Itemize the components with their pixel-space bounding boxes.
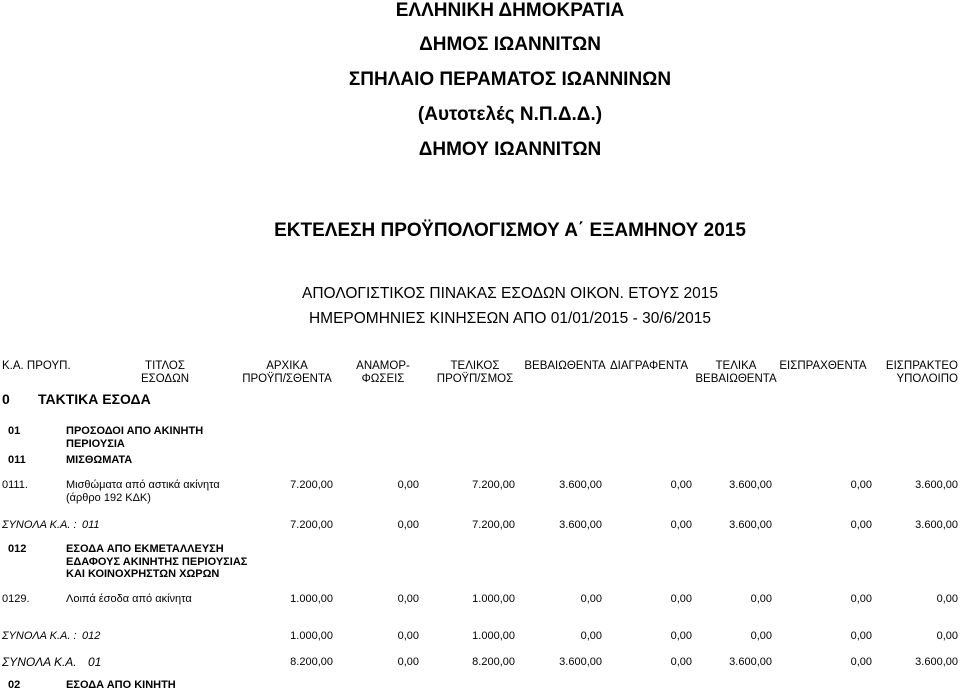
section-title: ΜΙΣΘΩΜΑΤΑ bbox=[66, 454, 133, 466]
cell-collected: 0,00 bbox=[850, 593, 872, 605]
col-header-final-budget-l2: ΠΡΟΫΠ/ΣΜΟΣ bbox=[436, 373, 514, 385]
cell-final-budget: 8.200,00 bbox=[472, 656, 515, 668]
cell-final-budget: 7.200,00 bbox=[472, 519, 515, 531]
cell-deleted: 0,00 bbox=[670, 656, 692, 668]
section-title-l3: ΚΑΙ ΚΟΙΝΟΧΡΗΣΤΩΝ ΧΩΡΩΝ bbox=[66, 568, 220, 580]
header-line-2: ΔΗΜΟΣ ΙΩΑΝΝΙΤΩΝ bbox=[419, 34, 601, 55]
cell-adjustments: 0,00 bbox=[397, 519, 419, 531]
cell-final-certified: 3.600,00 bbox=[729, 519, 772, 531]
section-title-l1: ΕΣΟΔΑ ΑΠΟ ΕΚΜΕΤΑΛΛΕΥΣΗ bbox=[66, 543, 224, 555]
col-header-receivable-l1: ΕΙΣΠΡΑΚΤΕΟ bbox=[885, 360, 958, 372]
section-code: 012 bbox=[8, 543, 27, 555]
col-header-receivable bbox=[862, 360, 958, 386]
total-label: ΣΥΝΟΛΑ Κ.Α. : bbox=[2, 630, 77, 642]
col-header-final-certified-l1: ΤΕΛΙΚΑ bbox=[715, 360, 757, 372]
col-header-title-l2: ΕΣΟΔΩΝ bbox=[140, 373, 190, 385]
cell-receivable: 3.600,00 bbox=[915, 479, 958, 491]
cell-adjustments: 0,00 bbox=[397, 656, 419, 668]
total-code: 01 bbox=[88, 655, 102, 669]
header-line-3: ΣΠΗΛΑΙΟ ΠΕΡΑΜΑΤΟΣ ΙΩΑΝΝΙΝΩΝ bbox=[348, 69, 672, 90]
cell-initial: 1.000,00 bbox=[290, 630, 333, 642]
row-code: 0111. bbox=[2, 479, 28, 491]
cell-receivable: 3.600,00 bbox=[915, 519, 958, 531]
section-code: 0 bbox=[2, 391, 10, 407]
section-code: 01 bbox=[8, 425, 21, 437]
cell-adjustments: 0,00 bbox=[397, 479, 419, 491]
col-header-certified-l1: ΒΕΒΑΙΩΘΕΝΤΑ bbox=[524, 360, 606, 372]
col-header-final-budget-l1: ΤΕΛΙΚΟΣ bbox=[450, 360, 500, 372]
cell-initial: 8.200,00 bbox=[290, 656, 333, 668]
cell-final-certified: 3.600,00 bbox=[729, 479, 772, 491]
cell-adjustments: 0,00 bbox=[397, 593, 419, 605]
section-title-l2: ΕΔΑΦΟΥΣ ΑΚΙΝΗΤΗΣ ΠΕΡΙΟΥΣΙΑΣ bbox=[66, 555, 248, 568]
cell-collected: 0,00 bbox=[850, 656, 872, 668]
cell-certified: 0,00 bbox=[580, 630, 602, 642]
cell-initial: 7.200,00 bbox=[290, 519, 333, 531]
cell-deleted: 0,00 bbox=[670, 593, 692, 605]
col-header-title-l1: ΤΙΤΛΟΣ bbox=[145, 360, 185, 372]
section-title-l1: ΠΡΟΣΟΔΟΙ ΑΠΟ ΑΚΙΝΗΤΗ bbox=[66, 425, 204, 437]
cell-collected: 0,00 bbox=[850, 519, 872, 531]
row-title bbox=[66, 479, 220, 505]
cell-final-budget: 1.000,00 bbox=[472, 593, 515, 605]
report-subtitle-1: ΑΠΟΛΟΓΙΣΤΙΚΟΣ ΠΙΝΑΚΑΣ ΕΣΟΔΩΝ ΟΙΚΟΝ. ΕΤΟΥΣ 2015 bbox=[302, 285, 718, 302]
cell-final-budget: 1.000,00 bbox=[472, 630, 515, 642]
cell-certified: 3.600,00 bbox=[559, 656, 602, 668]
cell-certified: 0,00 bbox=[580, 593, 602, 605]
col-header-ka-l1: Κ.Α. ΠΡΟΥΠ. bbox=[2, 360, 71, 372]
row-title-l2: (άρθρο 192 ΚΔΚ) bbox=[66, 492, 151, 504]
cell-deleted: 0,00 bbox=[670, 479, 692, 491]
cell-receivable: 3.600,00 bbox=[915, 656, 958, 668]
header-line-5: ΔΗΜΟΥ ΙΩΑΝΝΙΤΩΝ bbox=[418, 139, 602, 160]
col-header-ka bbox=[2, 360, 71, 373]
col-header-final-certified-l2: ΒΕΒΑΙΩΘΕΝΤΑ bbox=[695, 373, 777, 385]
cell-collected: 0,00 bbox=[850, 630, 872, 642]
section-title bbox=[66, 543, 247, 581]
total-code: 011 bbox=[82, 519, 100, 531]
section-title-l2: ΠΕΡΙΟΥΣΙΑ bbox=[66, 438, 125, 450]
total-label: ΣΥΝΟΛΑ Κ.Α. bbox=[2, 655, 77, 669]
cell-final-certified: 0,00 bbox=[750, 593, 772, 605]
cell-receivable: 0,00 bbox=[936, 630, 958, 642]
section-title: ΕΣΟΔΑ ΑΠΟ ΚΙΝΗΤΗ bbox=[66, 679, 176, 691]
header-line-4: (Αυτοτελές Ν.Π.Δ.Δ.) bbox=[417, 104, 603, 125]
section-title bbox=[66, 425, 203, 451]
col-header-adjustments-l2: ΦΩΣΕΙΣ bbox=[361, 373, 405, 385]
header-line-1: ΕΛΛΗΝΙΚΗ ΔΗΜΟΚΡΑΤΙΑ bbox=[395, 0, 625, 21]
col-header-adjustments-l1: ΑΝΑΜΟΡ- bbox=[356, 360, 410, 372]
col-header-initial-l2: ΠΡΟΫΠ/ΣΘΕΝΤΑ bbox=[242, 373, 332, 385]
cell-final-certified: 3.600,00 bbox=[729, 656, 772, 668]
cell-final-budget: 7.200,00 bbox=[472, 479, 515, 491]
col-header-initial bbox=[232, 360, 342, 386]
cell-deleted: 0,00 bbox=[670, 630, 692, 642]
row-title: Λοιπά έσοδα από ακίνητα bbox=[66, 593, 192, 605]
col-header-initial-l1: ΑΡΧΙΚΑ bbox=[266, 360, 308, 372]
row-title-l1: Μισθώματα από αστικά ακίνητα bbox=[66, 479, 220, 491]
cell-final-certified: 0,00 bbox=[750, 630, 772, 642]
col-header-title bbox=[110, 360, 220, 386]
total-code: 012 bbox=[82, 630, 101, 642]
cell-receivable: 0,00 bbox=[936, 593, 958, 605]
cell-certified: 3.600,00 bbox=[559, 479, 602, 491]
report-subtitle-2: ΗΜΕΡΟΜΗΝΙΕΣ ΚΙΝΗΣΕΩΝ ΑΠΟ 01/01/2015 - 30/6/2015 bbox=[308, 310, 712, 327]
col-header-receivable-l2: ΥΠΟΛΟΙΠΟ bbox=[896, 373, 958, 385]
section-code: 011 bbox=[8, 454, 26, 466]
section-title: ΤΑΚΤΙΚΑ ΕΣΟΔΑ bbox=[38, 391, 151, 407]
cell-adjustments: 0,00 bbox=[397, 630, 419, 642]
cell-initial: 7.200,00 bbox=[290, 479, 333, 491]
cell-certified: 3.600,00 bbox=[559, 519, 602, 531]
cell-deleted: 0,00 bbox=[670, 519, 692, 531]
cell-initial: 1.000,00 bbox=[290, 593, 333, 605]
cell-collected: 0,00 bbox=[850, 479, 872, 491]
section-code: 02 bbox=[8, 679, 21, 691]
report-title: ΕΚΤΕΛΕΣΗ ΠΡΟΫΠΟΛΟΓΙΣΜΟΥ Α΄ ΕΞΑΜΗΝΟΥ 2015 bbox=[274, 220, 746, 241]
row-code: 0129. bbox=[2, 593, 30, 605]
col-header-collected-l1: ΕΙΣΠΡΑΧΘΕΝΤΑ bbox=[779, 360, 867, 372]
col-header-deleted-l1: ΔΙΑΓΡΑΦΕΝΤΑ bbox=[609, 360, 689, 372]
total-label: ΣΥΝΟΛΑ Κ.Α. : bbox=[2, 519, 77, 531]
col-header-adjustments bbox=[333, 360, 433, 386]
